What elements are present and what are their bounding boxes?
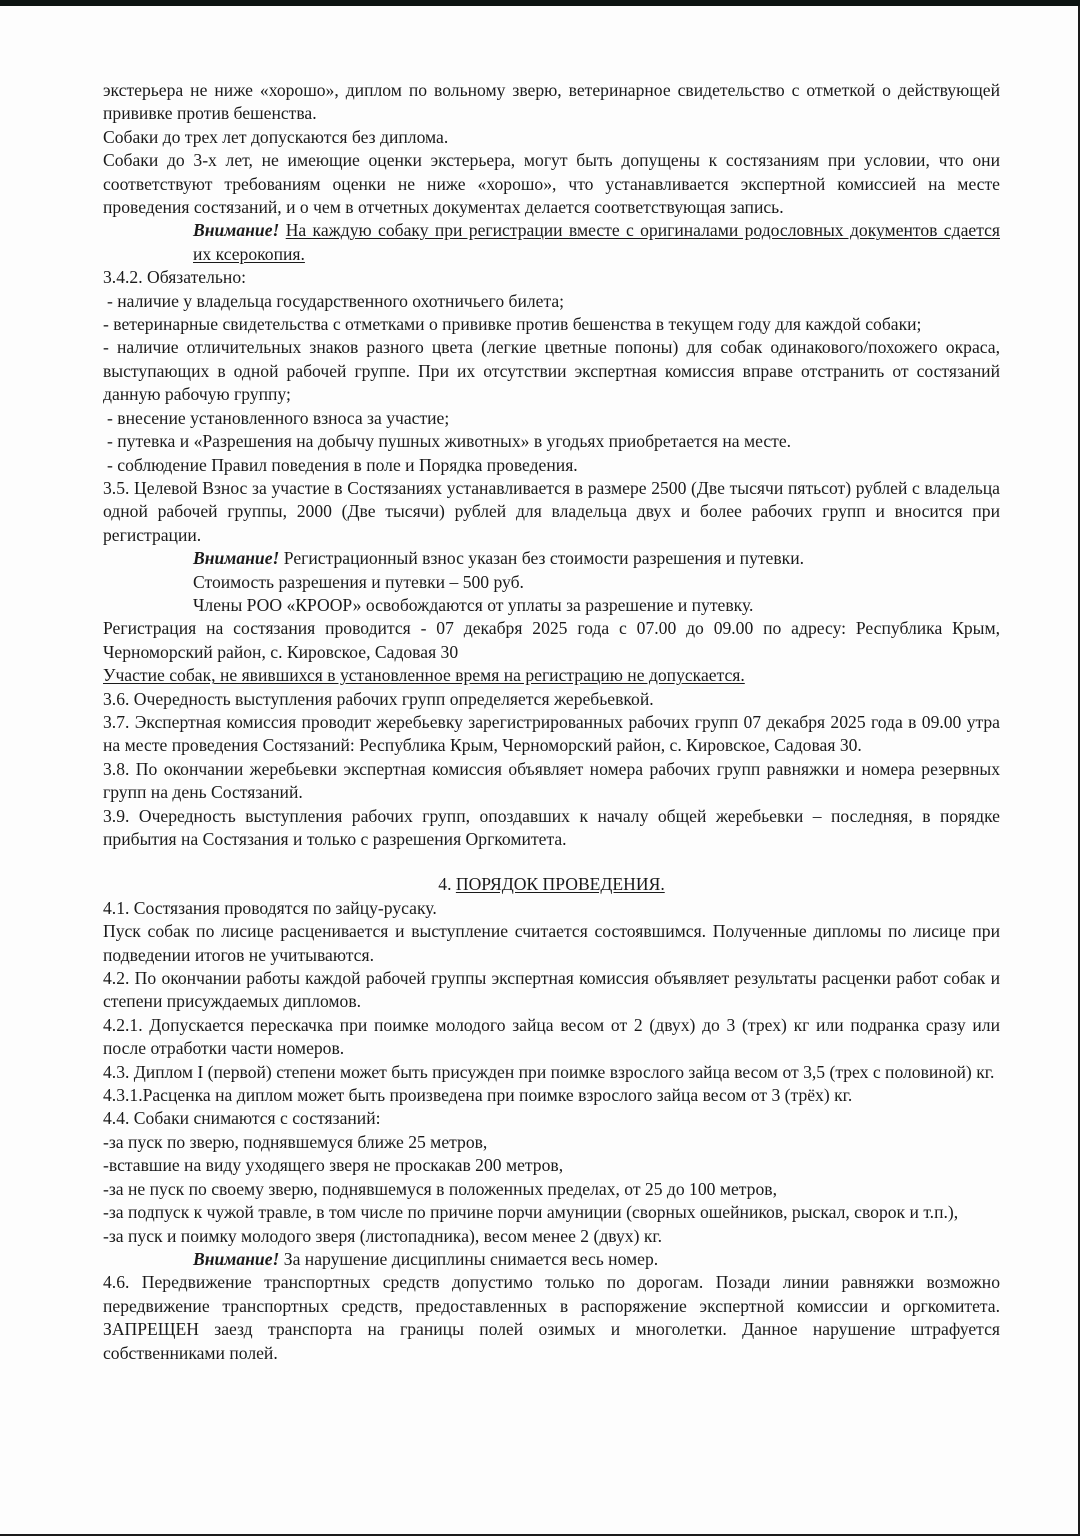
members-exemption: Члены РОО «КРООР» освобождаются от уплаты за разрешение и путевку. (193, 594, 754, 615)
attention-discipline (103, 1248, 1000, 1271)
list-item: - наличие у владельца государственного охотничьего билета; (107, 290, 565, 311)
list-item: -за пуск по зверю, поднявшемуся ближе 25 метров, (103, 1131, 488, 1152)
section-3-8: 3.8. По окончании жеребьевки экспертная комиссия объявляет номера рабочих групп равняжки и номера резервных групп на день Состязаний. (103, 758, 1000, 803)
section-4-3-1: 4.3.1.Расценка на диплом может быть произведена при поимке взрослого зайца весом от 3 (трёх) кг. (103, 1085, 853, 1106)
section-4-3: 4.3. Диплом I (первой) степени может быть присужден при поимке взрослого зайца весом от 3,5 (трех с половиной) кг. (103, 1061, 995, 1082)
section-3-7: 3.7. Экспертная комиссия проводит жеребьевку зарегистрированных рабочих групп 07 декабря 2025 года в 09.00 утра на месте проведения Состязаний: Республика Крым, Черноморский район, с. Кировское, Садовая 30. (103, 711, 1000, 756)
attention-label: Внимание! (193, 1248, 280, 1269)
attention-label: Внимание! (193, 548, 280, 569)
section-3-5: 3.5. Целевой Взнос за участие в Состязаниях устанавливается в размере 2500 (Две тысячи пятьсот) рублей с владельца одной рабочей группы, 2000 (Две тысячи) рублей для владельца двух и более рабочих групп и вносится при регистрации. (103, 477, 1000, 545)
attention-copies (103, 219, 1000, 266)
attention-fee-text: Регистрационный взнос указан без стоимости разрешения и путевки. (283, 548, 805, 569)
section-3-9: 3.9. Очередность выступления рабочих групп, опоздавших к началу общей жеребьевки – последняя, в порядке прибытия на Состязания и только с разрешения Оргкомитета. (103, 805, 1000, 849)
registration-warning: Участие собак, не явившихся в установленное время на регистрацию не допускается. (103, 665, 745, 686)
list-item: - соблюдение Правил поведения в поле и Порядка проведения. (107, 454, 578, 475)
section-4-1: 4.1. Состязания проводятся по зайцу-русаку. (103, 897, 437, 918)
paragraph-exterior: экстерьера не ниже «хорошо», диплом по вольному зверю, ветеринарное свидетельство с отметкой о действующей прививке против бешенства. (103, 80, 1000, 124)
section-4-heading (103, 873, 1000, 896)
attention-copies-text: На каждую собаку при регистрации вместе с оригиналами родословных документов сдается их ксерокопия. (193, 220, 1000, 264)
section-4-6: 4.6. Передвижение транспортных средств допустимо только по дорогам. Позади линии равняжки возможно передвижение транспортных средств, предоставленных в распоряжение экспертной комиссии и оргкомитета. ЗАПРЕЩЕН заезд транспорта на границы полей озимых и многолетки. Данное нарушение штрафуется собственниками полей. (103, 1272, 1000, 1363)
list-item: - внесение установленного взноса за участие; (107, 407, 450, 428)
section-4-number: 4. (438, 874, 452, 895)
section-4-1-fox: Пуск собак по лисице расценивается и выступление считается состоявшимся. Полученные дипломы по лисице при подведении итогов не учитываются. (103, 921, 1000, 965)
section-3-4-2-title: 3.4.2. Обязательно: (103, 267, 247, 288)
list-item: -вставшие на виду уходящего зверя не проскакав 200 метров, (103, 1155, 564, 1176)
section-4-2: 4.2. По окончании работы каждой рабочей группы экспертная комиссия объявляет результаты расценки работ собак и степени присуждаемых дипломов. (103, 968, 1000, 1012)
top-status-bar (0, 0, 1080, 6)
list-item: -за пуск и поимку молодого зверя (листопадника), весом менее 2 (двух) кг. (103, 1225, 663, 1246)
section-4-4: 4.4. Собаки снимаются с состязаний: (103, 1108, 381, 1129)
list-item: -за не пуск по своему зверю, поднявшемуся в положенных пределах, от 25 до 100 метров, (103, 1178, 777, 1199)
attention-fee (103, 547, 1000, 570)
attention-label: Внимание! (193, 220, 280, 241)
attention-discipline-text: За нарушение дисциплины снимается весь номер. (283, 1248, 659, 1269)
list-item: - ветеринарные свидетельства с отметками о прививке против бешенства в текущем году для каждой собаки; (103, 314, 922, 335)
paragraph-under-three: Собаки до трех лет допускаются без диплома. (103, 126, 449, 147)
document-page (103, 79, 1000, 1365)
list-item: - наличие отличительных знаков разного цвета (легкие цветные попоны) для собак одинакового/похожего окраса, выступающих в одной рабочей группе. При их отсутствии экспертная комиссия вправе отстранить от состязаний данную рабочую группу; (103, 337, 1000, 405)
section-4-title: ПОРЯДОК ПРОВЕДЕНИЯ. (455, 874, 665, 895)
section-4-2-1: 4.2.1. Допускается перескачка при поимке молодого зайца весом от 2 (двух) до 3 (трех) кг или подранка сразу или после отработки части номеров. (103, 1014, 1000, 1059)
list-item: -за подпуск к чужой травле, в том числе по причине порчи амуниции (сворных ошейников, рыскал, сворок и т.п.), (103, 1202, 959, 1223)
paragraph-under-three-conditions: Собаки до 3-х лет, не имеющие оценки экстерьера, могут быть допущены к состязаниям при условии, что они соответствуют требованиям оценки не ниже «хорошо», что устанавливается экспертной комиссией на месте проведения состязаний, и о чем в отчетных документах делается соответствующая запись. (103, 150, 1000, 218)
permit-cost: Стоимость разрешения и путевки – 500 руб. (193, 571, 524, 592)
list-item: - путевка и «Разрешения на добычу пушных животных» в угодьях приобретается на месте. (107, 431, 792, 452)
section-3-6: 3.6. Очередность выступления рабочих групп определяется жеребьевкой. (103, 688, 654, 709)
registration-info: Регистрация на состязания проводится - 07 декабря 2025 года с 07.00 до 09.00 по адресу: Республика Крым, Черноморский район, с. Кировское, Садовая 30 (103, 618, 1000, 662)
